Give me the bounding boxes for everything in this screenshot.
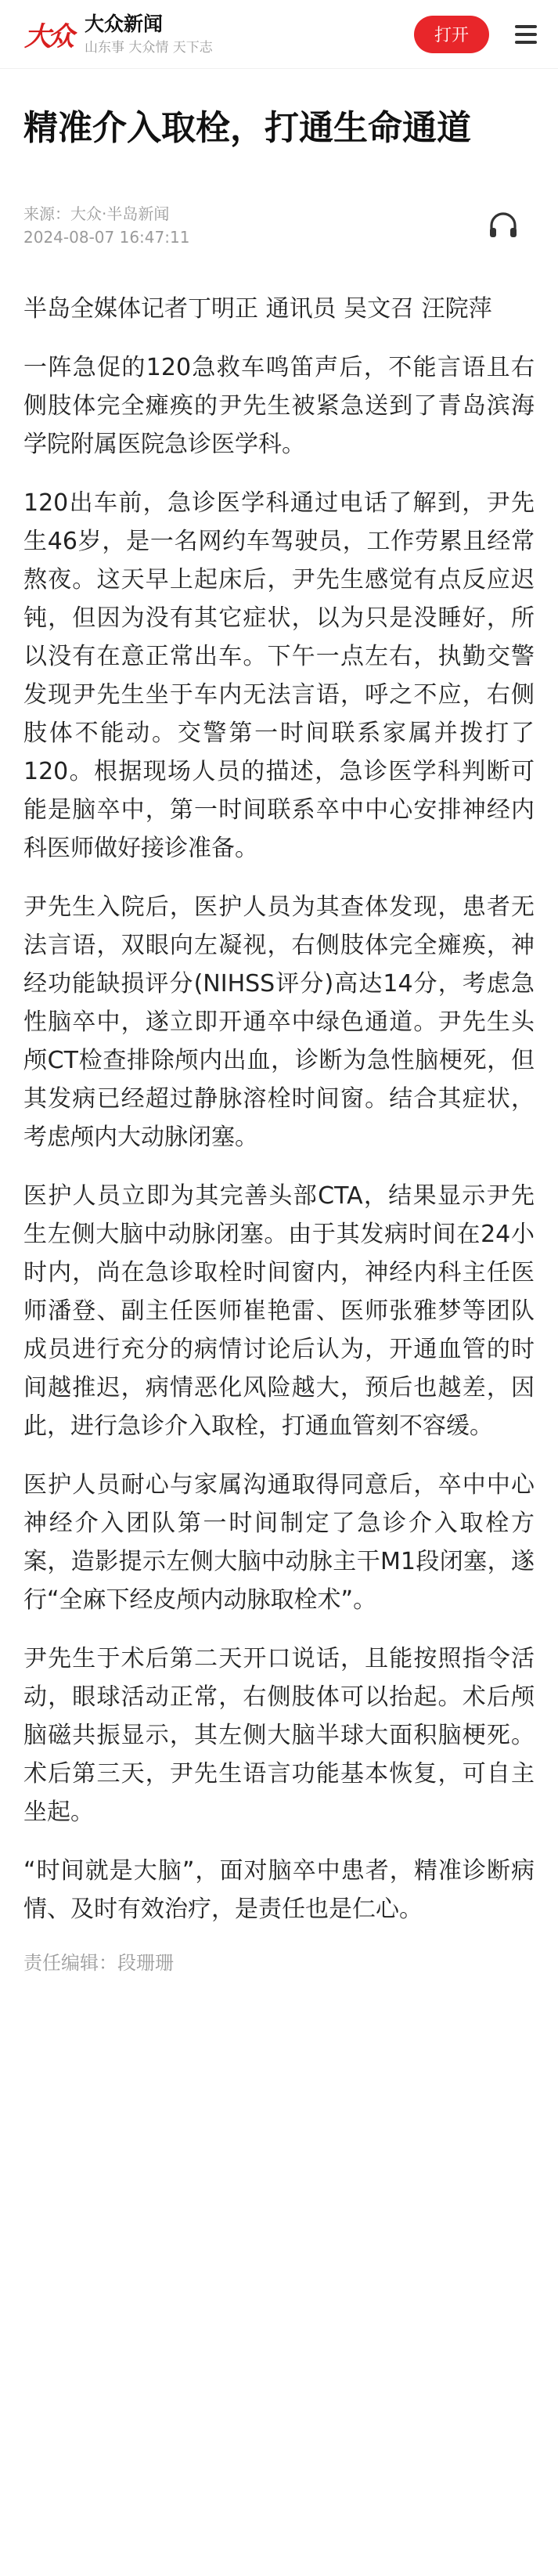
article-source: 来源：大众·半岛新闻 (23, 204, 170, 223)
article-editor: 责任编辑：段珊珊 (23, 1952, 174, 1974)
open-app-button[interactable]: 打开 (414, 16, 489, 53)
article-paragraph: 尹先生于术后第二天开口说话，且能按照指令活动，眼球活动正常，右侧肢体可以抬起。术后颅脑磁共振显示，其左侧大脑半球大面积脑梗死。术后第三天，尹先生语言功能基本恢复，可自主坐起。 (23, 1645, 535, 1826)
article-title: 精准介入取栓，打通生命通道 (23, 108, 471, 148)
app-slogan: 山东事 大众情 天下志 (85, 39, 213, 56)
article-paragraph: 半岛全媒体记者丁明正 通讯员 吴文召 汪院萍 (23, 295, 492, 323)
hamburger-menu-icon[interactable] (513, 21, 539, 48)
app-brand (85, 12, 213, 57)
article-paragraph: 一阵急促的120急救车鸣笛声后，不能言语且右侧肢体完全瘫痪的尹先生被紧急送到了青岛滨海学院附属医院急诊医学科。 (23, 354, 535, 458)
headphones-icon[interactable] (486, 208, 520, 243)
article-paragraph: “时间就是大脑”，面对脑卒中患者，精准诊断病情、及时有效治疗，是责任也是仁心。 (23, 1857, 535, 1923)
article-paragraph: 120出车前，急诊医学科通过电话了解到，尹先生46岁，是一名网约车驾驶员，工作劳累且经常熬夜。这天早上起床后，尹先生感觉有点反应迟钝，但因为没有其它症状，以为只是没睡好，所以没有在意正常出车。下午一点左右，执勤交警发现尹先生坐于车内无法言语，呼之不应，右侧肢体不能动。交警第一时间联系家属并拨打了120。根据现场人员的描述，急诊医学科判断可能是脑卒中，第一时间联系卒中中心安排神经内科医师做好接诊准备。 (23, 489, 535, 862)
article-paragraph: 医护人员立即为其完善头部CTA，结果显示尹先生左侧大脑中动脉闭塞。由于其发病时间在24小时内，尚在急诊取栓时间窗内，神经内科主任医师潘登、副主任医师崔艳雷、医师张雅梦等团队成员进行充分的病情讨论后认为，开通血管的时间越推迟，病情恶化风险越大，预后也越差，因此，进行急诊介入取栓，打通血管刻不容缓。 (23, 1182, 535, 1440)
article-meta (0, 202, 558, 249)
app-name: 大众新闻 (85, 12, 164, 35)
article-paragraph: 尹先生入院后，医护人员为其查体发现，患者无法言语，双眼向左凝视，右侧肢体完全瘫痪，神经功能缺损评分(NIHSS评分)高达14分，考虑急性脑卒中，遂立即开通卒中绿色通道。尹先生头颅CT检查排除颅内出血，诊断为急性脑梗死，但其发病已经超过静脉溶栓时间窗。结合其症状，考虑颅内大动脉闭塞。 (23, 893, 535, 1151)
app-logo: 大众 (24, 21, 71, 52)
article-paragraph: 医护人员耐心与家属沟通取得同意后，卒中中心神经介入团队第一时间制定了急诊介入取栓方案，造影提示左侧大脑中动脉主干M1段闭塞，遂行“全麻下经皮颅内动脉取栓术”。 (23, 1471, 535, 1614)
article-body (0, 249, 558, 1977)
app-header (0, 0, 558, 69)
article-timestamp: 2024-08-07 16:47:11 (23, 228, 190, 247)
